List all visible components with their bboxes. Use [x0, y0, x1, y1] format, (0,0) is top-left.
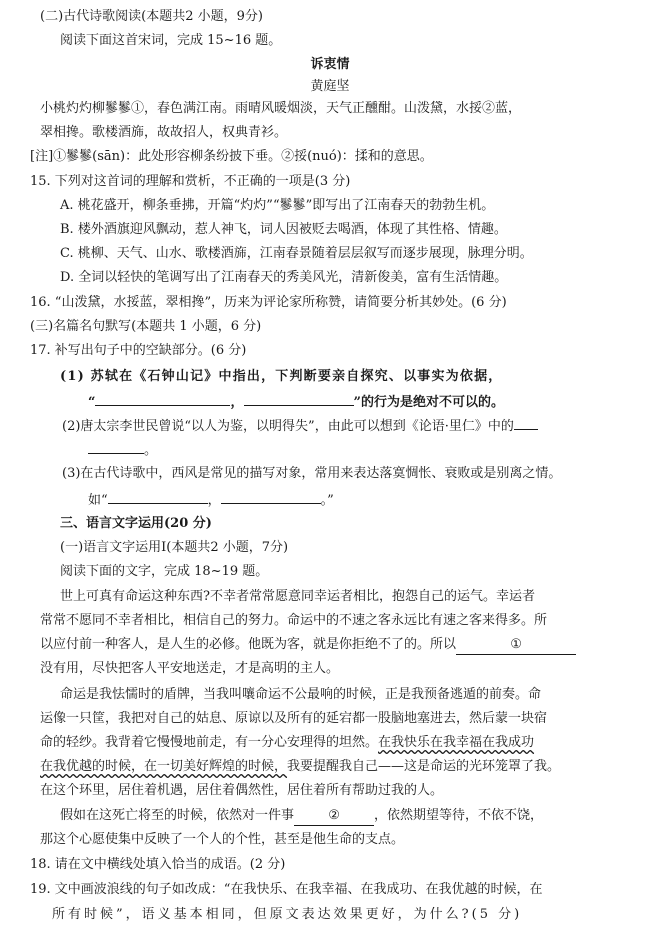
answer-blank-2[interactable]: ②: [294, 807, 374, 826]
answer-blank-1[interactable]: ①: [456, 636, 576, 655]
answer-blank[interactable]: [514, 416, 538, 430]
question-17: 17. 补写出句子中的空缺部分。(6 分): [30, 343, 247, 358]
answer-blank[interactable]: [95, 392, 230, 406]
section-language-heading: 三、语言文字运用(20 分): [60, 516, 212, 531]
q17-part-2: (2)唐太宗李世民曾说“以人为鉴，以明得失”，由此可以想到《论语·里仁》中的: [62, 416, 538, 436]
passage-line: 在我优越的时候，在一切美好辉煌的时候，我要提醒我自己——这是命运的光环笼罩了我。: [40, 759, 561, 774]
wavy-sentence: 在我快乐在我幸福在我成功: [378, 735, 535, 750]
question-19: 19. 文中画波浪线的句子如改成：“在我快乐、在我幸福、在我成功、在我优越的时候，在: [30, 882, 543, 897]
option-c: C. 桃柳、天气、山水、歌楼酒旆，江南春景随着层层叙写而逐步展现，脉理分明。: [60, 246, 533, 261]
passage-line: 以应付前一种客人，是人生的必修。他既为客，就是你拒绝不了的。所以 ①: [40, 636, 576, 655]
option-d: D. 全词以轻快的笔调写出了江南春天的秀美风光，清新俊美，富有生活情趣。: [60, 270, 508, 285]
poem-author: 黄庭坚: [310, 79, 350, 94]
poetry-instruction: 阅读下面这首宋词，完成 15~16 题。: [60, 33, 282, 48]
passage-line: 命运是我怯懦时的盾牌，当我叫嚷命运不公最响的时候，正是我预备逃遁的前奏。命: [60, 687, 542, 702]
passage-line: 常常不愿同不幸者相比，相信自己的努力。命运中的不速之客永远比有速之客来得多。所: [40, 613, 548, 628]
question-15: 15. 下列对这首词的理解和赏析，不正确的一项是(3 分): [30, 174, 351, 189]
passage-line: 在这个环里，居住着机遇，居住着偶然性，居住着所有帮助过我的人。: [40, 783, 444, 798]
q17-part-2-cont: 。: [88, 440, 157, 460]
section-dictation-heading: (三)名篇名句默写(本题共 1 小题，6 分): [30, 319, 262, 334]
answer-blank[interactable]: [244, 392, 354, 406]
answer-blank[interactable]: [108, 490, 208, 504]
passage-line: 命的轻纱。我背着它慢慢地前走，有一分心安理得的坦然。在我快乐在我幸福在我成功: [40, 735, 535, 750]
q17-part-3: (3)在古代诗歌中，西风是常见的描写对象，常用来表达落寞惆怅、衰败或是别离之情。: [62, 466, 562, 481]
passage-line: 假如在这死亡将至的时候，依然对一件事 ② ，依然期望等待，不依不饶，: [60, 807, 543, 826]
option-a: A. 桃花盛开，柳条垂拂，开篇“灼灼”“鬖鬖”即写出了江南春天的勃勃生机。: [60, 198, 495, 213]
question-16: 16. “山泼黛，水挼蓝，翠相搀”，历来为评论家所称赞，请简要分析其妙处。(6 分): [30, 295, 507, 310]
answer-blank[interactable]: [221, 490, 321, 504]
q17-part-1-blanks: “ ， ”的行为是绝对不可以的。: [88, 392, 504, 412]
passage-line: 世上可真有命运这种东西?不幸者常常愿意同幸运者相比，抱怨自己的运气。幸运者: [60, 589, 535, 604]
q17-part-3-blanks: 如“ ， 。”: [88, 490, 334, 510]
wavy-sentence: 在我优越的时候，在一切美好辉煌的时候，: [40, 759, 288, 774]
passage-line: 没有用，尽快把客人平安地送走，才是高明的主人。: [40, 661, 340, 676]
question-19-cont: 所有时候”，语义基本相同，但原文表达效果更好，为什么?(5 分): [52, 907, 523, 922]
answer-blank[interactable]: [88, 440, 144, 454]
poem-line-1: 小桃灼灼柳鬖鬖①，春色满江南。雨晴风暖烟淡，天气正醺酣。山泼黛，水挼②蓝，: [40, 101, 522, 116]
passage-line: 那这个心愿使集中反映了一个人的个性，甚至是他生命的支点。: [40, 832, 405, 847]
passage-line: 运像一只筐，我把对自己的姑息、原谅以及所有的延宕都一股脑地塞进去，然后蒙一块宿: [40, 711, 548, 726]
option-b: B. 楼外酒旗迎风飘动，惹人神飞，词人因被贬去喝酒，体现了其性格、情趣。: [60, 222, 507, 237]
q17-part-1: (1) 苏轼在《石钟山记》中指出，下判断要亲自探究、以事实为依据，: [60, 369, 503, 384]
question-18: 18. 请在文中横线处填入恰当的成语。(2 分): [30, 857, 286, 872]
poem-line-2: 翠相搀。歌楼酒旆，故故招人，权典青衫。: [40, 125, 288, 140]
section-ancient-poetry-heading: (二)古代诗歌阅读(本题共2 小题，9分): [40, 9, 263, 24]
reading-instruction: 阅读下面的文字，完成 18~19 题。: [60, 564, 269, 579]
subsection-language-1: (一)语言文字运用Ⅰ(本题共2 小题，7分): [60, 540, 289, 555]
poem-title: 诉衷情: [310, 57, 350, 72]
poem-notes: [注]①鬖鬖(sān)：此处形容柳条纷披下垂。②挼(nuó)：揉和的意思。: [30, 149, 433, 164]
